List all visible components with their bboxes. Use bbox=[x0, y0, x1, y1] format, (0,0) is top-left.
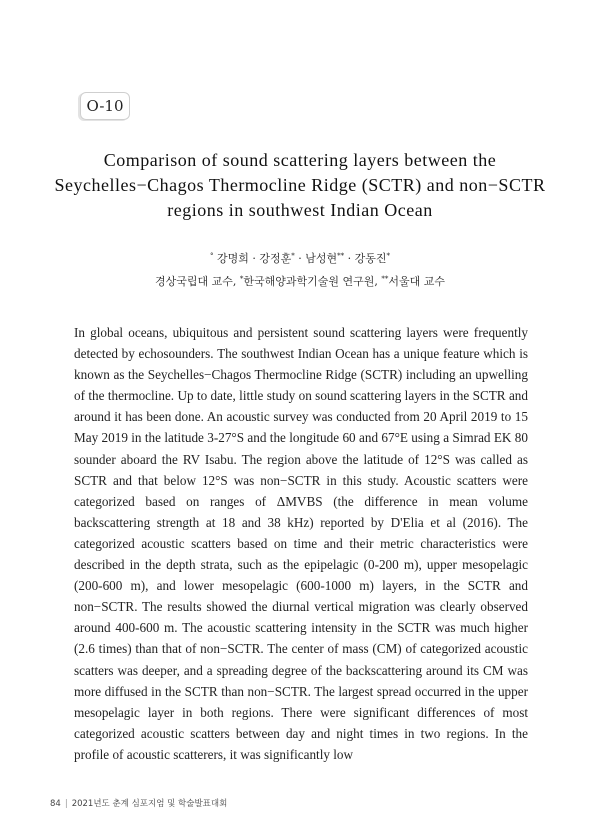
page-number: 84 bbox=[50, 799, 61, 809]
author-line bbox=[40, 249, 560, 266]
author-mark: ** bbox=[337, 252, 345, 260]
author-mark: ° bbox=[210, 252, 214, 260]
session-label: O-10 bbox=[80, 92, 130, 120]
author-name: 강명희 · 강정훈 bbox=[213, 252, 292, 265]
affiliation-mark: ** bbox=[381, 275, 389, 283]
paper-title: Comparison of sound scattering layers between the Seychelles−Chagos Thermocline Ridge (SCTR) and non−SCTR regions in southwest Indian Ocean bbox=[54, 150, 546, 220]
author-name: · 강동진 bbox=[344, 252, 387, 265]
author-mark: * bbox=[386, 252, 390, 260]
footer-event: 2021년도 춘계 심포지엄 및 학술발표대회 bbox=[71, 799, 228, 809]
affiliation-text: 경상국립대 교수, bbox=[154, 275, 240, 288]
affiliation-mark: * bbox=[239, 275, 244, 283]
page-footer bbox=[50, 797, 227, 809]
author-name: · 남성현 bbox=[294, 252, 338, 265]
affiliation-text: 서울대 교수 bbox=[388, 275, 446, 288]
author-mark: * bbox=[291, 252, 295, 260]
affiliation-text: 한국해양과학기술원 연구원, bbox=[243, 275, 382, 288]
footer-separator: | bbox=[64, 799, 68, 809]
abstract-body: In global oceans, ubiquitous and persistent sound scattering layers were frequently detected by echosounders. The southwest Indian Ocean has a unique feature which is known as the Seychelles−Chagos Thermocline Ridge (SCTR) including an upwelling of the thermocline. Up to date, little study on sound scattering layers in the SCTR and around it has been done. An acoustic survey was conducted from 20 April 2019 to 15 May 2019 in the latitude 3-27°S and the longitude 60 and 67°E using a Simrad EK 80 sounder aboard the RV Isabu. The region above the latitude of 12°S was called as SCTR and that below 12°S was non−SCTR in this study. Acoustic scatters were categorized based on ranges of ΔMVBS (the difference in mean volume backscattering strength at 18 and 38 kHz) reported by D'Elia et al (2016). The categorized acoustic scatters based on time and their metric characteristics were described in the depth strata, such as the epipelagic (0-200 m), upper mesopelagic (200-600 m), and lower mesopelagic (600-1000 m) layers, in the SCTR and non−SCTR. The results showed the diurnal vertical migration was clearly observed around 400-600 m. The acoustic scattering intensity in the SCTR was much higher (2.6 times) than that of non−SCTR. The center of mass (CM) of categorized acoustic scatters was deeper, and a spreading degree of the backscattering around its CM was more diffused in the SCTR than non−SCTR. The largest spread occurred in the upper mesopelagic layer in both regions. There were significant differences of most categorized acoustic scatters between day and night times in two regions. In the profile of acoustic scatterers, it was significantly low bbox=[74, 325, 528, 762]
affiliation-line bbox=[40, 272, 560, 289]
